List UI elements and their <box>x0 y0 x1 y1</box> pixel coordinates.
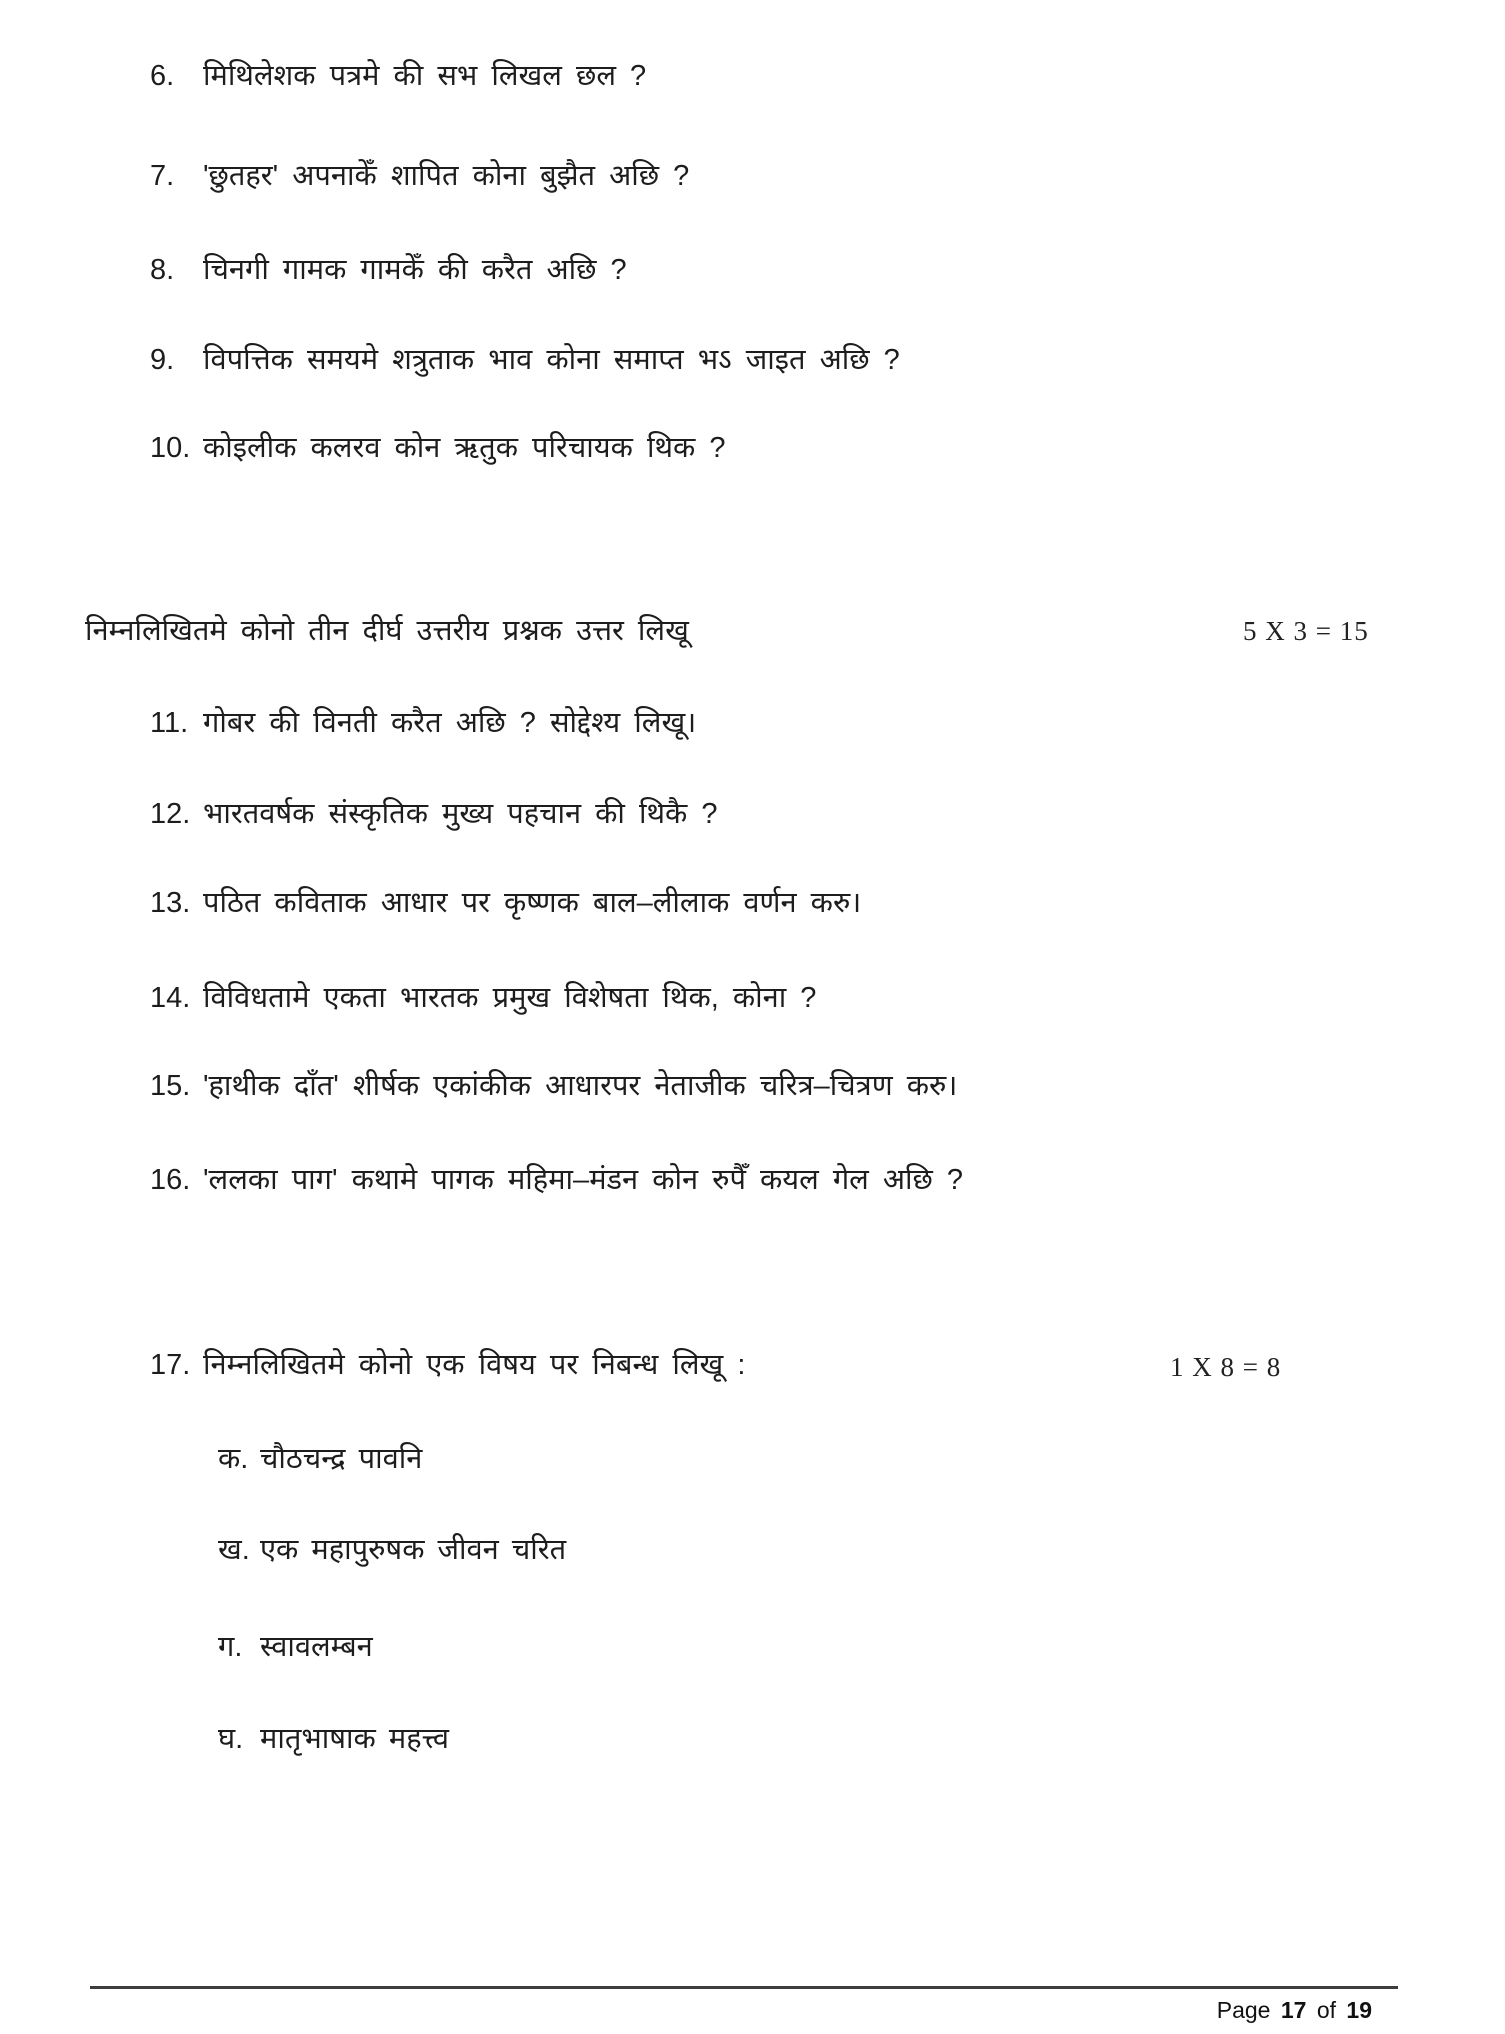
essay-topic-kha <box>218 1529 566 1568</box>
question-number: 12. <box>150 798 191 830</box>
question-row-13 <box>150 885 861 923</box>
long-section-marks: 5 X 3 = 15 <box>1243 616 1369 646</box>
topic-text: चौठचन्द्र पावनि <box>260 1443 423 1475</box>
question-row-8 <box>150 252 627 290</box>
question-number: 17. <box>150 1349 191 1381</box>
question-number: 8. <box>150 254 175 286</box>
question-row-12 <box>150 796 718 834</box>
essay-topic-ka <box>218 1438 422 1477</box>
question-row-6 <box>150 58 646 96</box>
question-row-10 <box>150 430 725 468</box>
footer-divider <box>90 1986 1398 1989</box>
question-number: 10. <box>150 432 191 464</box>
question-number: 9. <box>150 344 175 376</box>
question-number: 15. <box>150 1070 191 1102</box>
footer-word-page: Page <box>1216 1997 1271 2023</box>
question-number: 6. <box>150 60 175 92</box>
question-text: विविधतामे एकता भारतक प्रमुख विशेषता थिक, कोना ? <box>203 982 817 1014</box>
question-text: विपत्तिक समयमे शत्रुताक भाव कोना समाप्त भऽ जाइत अछि ? <box>203 344 900 376</box>
question-text: 'ललका पाग' कथामे पागक महिमा–मंडन कोन रुपैँ कयल गेल अछि ? <box>203 1164 964 1196</box>
topic-label: ग. <box>218 1631 243 1663</box>
question-row-7 <box>150 158 689 196</box>
essay-section-marks: 1 X 8 = 8 <box>1170 1352 1282 1382</box>
question-text: गोबर की विनती करैत अछि ? सोद्देश्य लिखू। <box>203 707 697 739</box>
question-text: निम्नलिखितमे कोनो एक विषय पर निबन्ध लिखू : <box>203 1349 746 1381</box>
topic-label: घ. <box>218 1723 244 1755</box>
question-number: 11. <box>150 707 189 739</box>
question-number: 14. <box>150 982 191 1014</box>
topic-text: स्वावलम्बन <box>260 1631 373 1663</box>
footer-word-of: of <box>1316 1997 1337 2023</box>
page-number-footer <box>1217 1997 1372 2024</box>
question-row-11 <box>150 705 696 743</box>
question-text: मिथिलेशक पत्रमे की सभ लिखल छल ? <box>203 60 647 92</box>
question-row-15 <box>150 1068 957 1106</box>
question-row-14 <box>150 980 816 1018</box>
topic-text: एक महापुरुषक जीवन चरित <box>260 1534 567 1566</box>
topic-label: क. <box>218 1443 249 1475</box>
question-number: 7. <box>150 160 175 192</box>
question-row-17 <box>150 1347 745 1385</box>
question-row-9 <box>150 342 900 380</box>
topic-text: मातृभाषाक महत्त्व <box>260 1723 449 1755</box>
question-text: कोइलीक कलरव कोन ऋतुक परिचायक थिक ? <box>203 432 726 464</box>
question-number: 16. <box>150 1164 191 1196</box>
question-text: 'हाथीक दाँत' शीर्षक एकांकीक आधारपर नेताजीक चरित्र–चित्रण करु। <box>203 1070 958 1102</box>
essay-topic-ga <box>218 1626 373 1665</box>
topic-label: ख. <box>218 1534 250 1566</box>
question-text: चिनगी गामक गामकेँ की करैत अछि ? <box>203 254 627 286</box>
question-row-16 <box>150 1162 963 1200</box>
essay-topic-gha <box>218 1718 449 1757</box>
footer-total-pages: 19 <box>1346 1997 1372 2023</box>
question-text: पठित कविताक आधार पर कृष्णक बाल–लीलाक वर्णन करु। <box>203 887 862 919</box>
question-number: 13. <box>150 887 191 919</box>
question-text: भारतवर्षक संस्कृतिक मुख्य पहचान की थिकै ? <box>203 798 718 830</box>
footer-current-page: 17 <box>1280 1997 1307 2023</box>
question-text: 'छुतहर' अपनाकेँ शापित कोना बुझैत अछि ? <box>203 160 690 192</box>
long-answer-section-heading: निम्नलिखितमे कोनो तीन दीर्घ उत्तरीय प्रश्नक उत्तर लिखू <box>85 615 689 647</box>
